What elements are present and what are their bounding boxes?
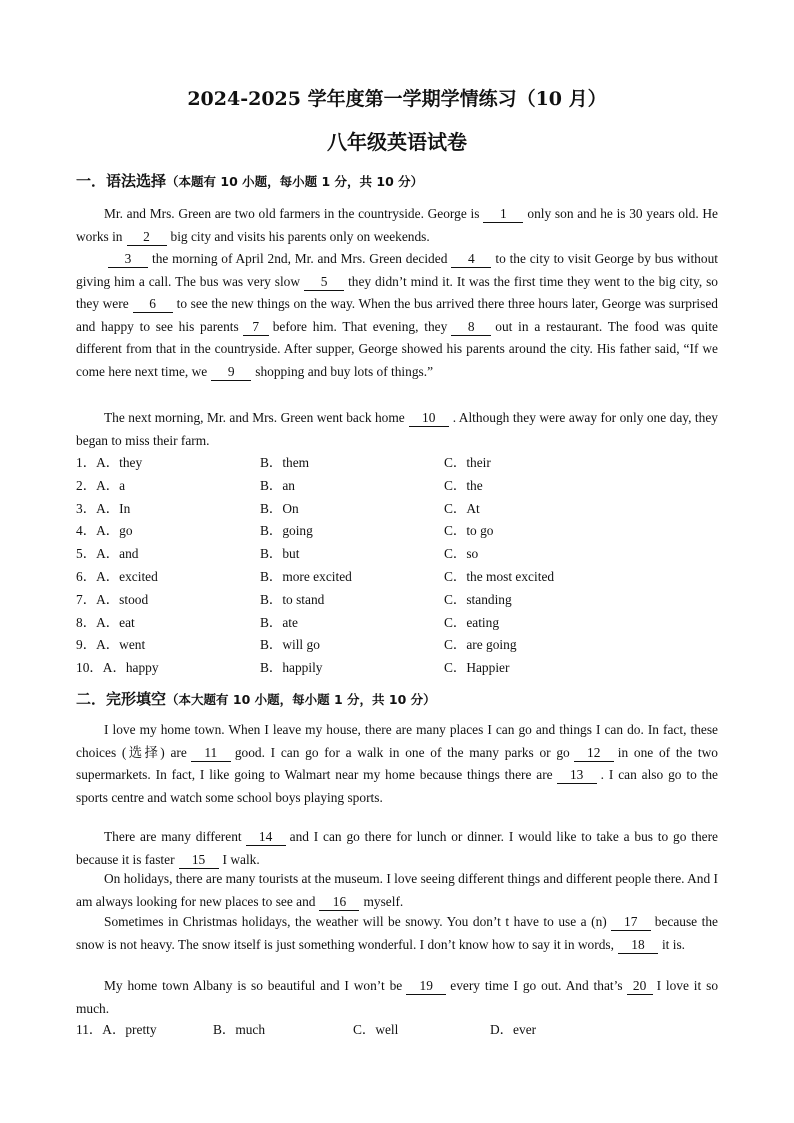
- question-6-options: [76, 566, 736, 588]
- text: to see the new things on the way. When the bus arrived there three hours later, George was surprised and happy to see his parents: [76, 296, 719, 334]
- option-11-d[interactable]: D．ever: [490, 1022, 537, 1037]
- blank-13[interactable]: 13: [557, 767, 597, 784]
- section-2-paragraph-2: [76, 826, 718, 871]
- option-4-c[interactable]: C．to go: [444, 523, 494, 539]
- option-10-c[interactable]: C．Happier: [444, 660, 510, 676]
- blank-3[interactable]: 3: [108, 251, 148, 268]
- question-9-options: [76, 634, 736, 656]
- blank-2[interactable]: 2: [127, 229, 167, 246]
- text: . I can also go to the sports centre and watch some school boys playing sports.: [76, 767, 719, 805]
- option-9-c[interactable]: C．are going: [444, 637, 517, 653]
- option-8-b[interactable]: B．ate: [260, 614, 298, 630]
- blank-4[interactable]: 4: [451, 251, 491, 268]
- blank-20[interactable]: 20: [627, 978, 653, 995]
- text: out in a restaurant. The food was quite different from that in the countryside. After supper, George showed his parents around the city. His father said, “If we come here next time, we: [76, 318, 719, 379]
- text: because the snow is not heavy. The snow itself is just something wonderful. I don’t know how to say it in words,: [76, 914, 718, 952]
- text: to the city to visit George by bus without giving him a call. The bus was very slow: [76, 251, 718, 289]
- option-9-a[interactable]: 9．A．went: [76, 637, 146, 653]
- option-1-b[interactable]: B．them: [260, 455, 310, 470]
- section-2-paragraph-3: [76, 868, 718, 913]
- text: I love my home town. When I leave my house, there are many places I can go and things I can do. In fact, these choices (选择) are: [76, 722, 718, 760]
- option-4-b[interactable]: B．going: [260, 523, 313, 539]
- option-2-a[interactable]: 2．A．a: [76, 477, 126, 493]
- option-7-b[interactable]: B．to stand: [260, 591, 325, 607]
- option-1-a[interactable]: 1．A．they: [76, 455, 143, 470]
- option-7-a[interactable]: 7．A．stood: [76, 591, 149, 607]
- option-10-b[interactable]: B．happily: [260, 660, 323, 676]
- text: they didn’t mind it. It was the first time they went to the big city, so they were: [76, 273, 719, 312]
- section-2-paragraph-1: [76, 719, 718, 809]
- text: Mr. and Mrs. Green are two old farmers in the countryside. George is: [104, 206, 480, 221]
- option-3-a[interactable]: 3．A．In: [76, 500, 131, 516]
- option-2-b[interactable]: B．an: [260, 477, 295, 493]
- option-4-a[interactable]: 4．A．go: [76, 523, 133, 539]
- option-5-a[interactable]: 5．A．and: [76, 546, 139, 562]
- blank-14[interactable]: 14: [246, 829, 286, 846]
- section-2-paragraph-5: [76, 975, 718, 1020]
- option-8-a[interactable]: 8．A．eat: [76, 614, 135, 630]
- option-5-b[interactable]: B．but: [260, 546, 300, 562]
- text: big city and visits his parents only on weekends.: [170, 228, 430, 244]
- text: There are many different: [104, 829, 242, 844]
- exam-title: 2024-2025 学年度第一学期学情练习（10 月）: [187, 88, 607, 110]
- text: I walk.: [222, 851, 260, 867]
- text: before him. That evening, they: [272, 318, 448, 334]
- section-2-title: 二．完形填空: [76, 690, 167, 708]
- option-11-b[interactable]: B．much: [213, 1022, 266, 1037]
- section-2-heading: [76, 688, 436, 709]
- text: I love it so much.: [76, 978, 719, 1016]
- question-3-options: [76, 498, 736, 520]
- question-7-options: [76, 589, 736, 611]
- blank-9[interactable]: 9: [211, 364, 251, 381]
- blank-1[interactable]: 1: [483, 206, 523, 223]
- section-1-paragraph-3: [76, 407, 718, 452]
- section-1-paragraph-2: [76, 248, 718, 384]
- text: good. I can go for a walk in one of the many parks or go: [234, 744, 570, 760]
- question-8-options: [76, 612, 736, 634]
- text: shopping and buy lots of things.”: [255, 363, 434, 379]
- section-1-heading: [76, 170, 423, 191]
- question-4-options: [76, 520, 736, 542]
- blank-6[interactable]: 6: [133, 296, 173, 313]
- text: On holidays, there are many tourists at the museum. I love seeing different things and different people there. And I am always looking for new places to see and: [76, 871, 718, 909]
- blank-15[interactable]: 15: [179, 852, 219, 869]
- section-2-note: （本大题有 10 小题，每小题 1 分，共 10 分）: [166, 692, 436, 707]
- option-9-b[interactable]: B．will go: [260, 637, 320, 653]
- text: Sometimes in Christmas holidays, the weather will be snowy. You don’t t have to use a (n): [104, 914, 607, 929]
- section-2-paragraph-4: [76, 911, 718, 956]
- section-1-note: （本题有 10 小题，每小题 1 分，共 10 分）: [166, 174, 424, 189]
- section-1-paragraph-1: [76, 203, 718, 248]
- blank-7[interactable]: 7: [243, 319, 269, 336]
- option-2-c[interactable]: C．the: [444, 477, 483, 493]
- blank-17[interactable]: 17: [611, 914, 651, 931]
- blank-18[interactable]: 18: [618, 937, 658, 954]
- blank-16[interactable]: 16: [319, 894, 359, 911]
- option-10-a[interactable]: 10．A．happy: [76, 660, 159, 676]
- section-1-title: 一．语法选择: [76, 172, 167, 190]
- question-1-options: [76, 452, 736, 474]
- text: only son and he is 30 years old. He works in: [76, 206, 718, 244]
- option-6-b[interactable]: B．more excited: [260, 569, 352, 584]
- blank-12[interactable]: 12: [574, 745, 614, 762]
- blank-19[interactable]: 19: [406, 978, 446, 995]
- text: every time I go out. And that’s: [450, 978, 623, 993]
- option-3-c[interactable]: C．At: [444, 500, 480, 516]
- option-3-b[interactable]: B．On: [260, 500, 299, 516]
- blank-8[interactable]: 8: [451, 319, 491, 336]
- text: in one of the two supermarkets. In fact, I like going to Walmart near my home because things there are: [76, 744, 718, 783]
- option-1-c[interactable]: C．their: [444, 455, 491, 470]
- question-2-options: [76, 475, 736, 497]
- exam-subtitle: 八年级英语试卷: [327, 130, 467, 154]
- text: . Although they were away for only one day, they began to miss their farm.: [76, 410, 718, 448]
- option-8-c[interactable]: C．eating: [444, 614, 500, 630]
- text: and I can go there for lunch or dinner. I would like to take a bus to go there because it is faster: [76, 829, 719, 867]
- text: The next morning, Mr. and Mrs. Green went back home: [104, 410, 405, 425]
- option-11-c[interactable]: C．well: [353, 1022, 399, 1037]
- text: the morning of April 2nd, Mr. and Mrs. Green decided: [152, 251, 448, 266]
- option-5-c[interactable]: C．so: [444, 546, 479, 562]
- question-10-options: [76, 657, 736, 679]
- blank-5[interactable]: 5: [304, 274, 344, 291]
- question-11-options: [76, 1019, 736, 1041]
- option-6-c[interactable]: C．the most excited: [444, 569, 555, 584]
- blank-11[interactable]: 11: [191, 745, 231, 762]
- text: it is.: [661, 936, 686, 952]
- text: myself.: [363, 893, 404, 909]
- blank-10[interactable]: 10: [409, 410, 449, 427]
- question-5-options: [76, 543, 736, 565]
- option-6-a[interactable]: 6．A．excited: [76, 569, 158, 584]
- text: My home town Albany is so beautiful and I won’t be: [104, 978, 403, 993]
- option-11-a[interactable]: 11．A．pretty: [76, 1022, 157, 1037]
- option-7-c[interactable]: C．standing: [444, 591, 512, 607]
